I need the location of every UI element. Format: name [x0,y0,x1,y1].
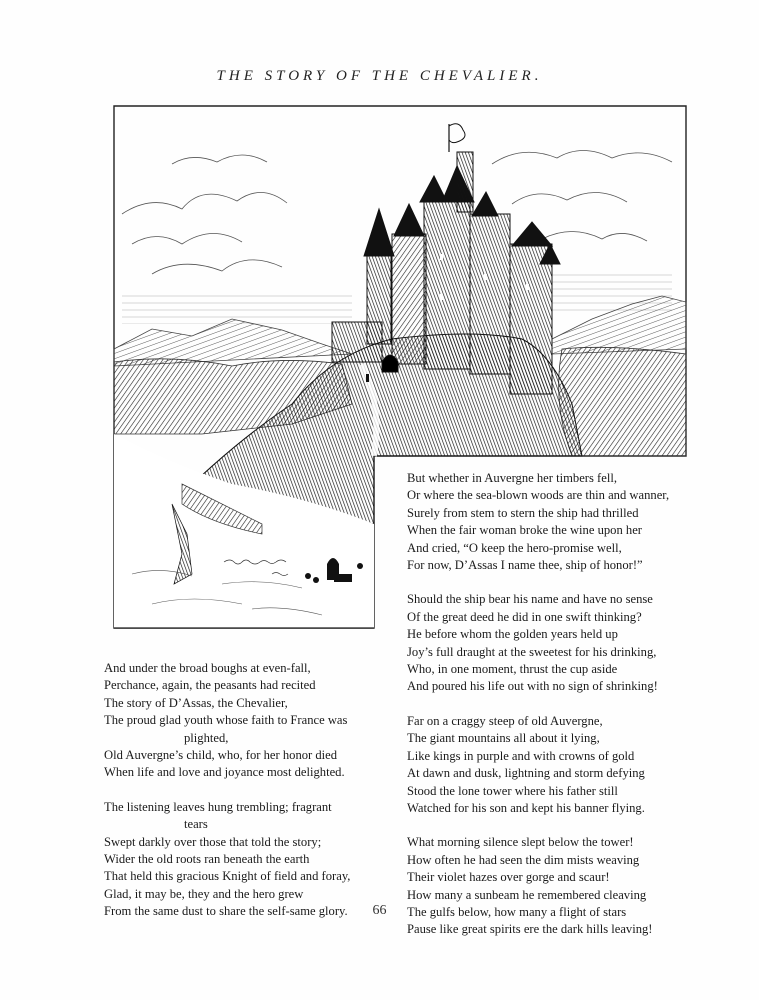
stanza [104,660,394,782]
verse-line: Who, in one moment, thrust the cup aside [407,662,618,677]
verse-line: Watched for his son and kept his banner flying. [407,800,645,815]
verse-line: And poured his life out with no sign of shrinking! [407,679,658,694]
verse-line: Wider the old roots ran beneath the earth [104,852,310,867]
verse-line: Surely from stem to stern the ship had thrilled [407,505,639,520]
verse-line: Like kings in purple and with crowns of gold [407,748,635,763]
castle [332,124,560,394]
verse-line: Swept darkly over those that told the story; [104,834,322,849]
verse-line: And cried, “O keep the hero-promise well, [407,540,622,555]
verse-line: The gulfs below, how many a flight of stars [407,904,627,919]
verse-line: Or where the sea-blown woods are thin and wanner, [407,488,670,503]
stanza [407,470,707,574]
verse-line: Joy’s full draught at the sweetest for his drinking, [407,644,657,659]
stanza [407,713,707,817]
verse-line: How often he had seen the dim mists weaving [407,852,640,867]
verse-line: Their violet hazes over gorge and scaur! [407,870,610,885]
verse-line: And under the broad boughs at even-fall, [104,661,311,675]
stanza [407,591,707,695]
verse-line: That held this gracious Knight of field and foray, [104,869,351,884]
verse-line: Perchance, again, the peasants had recited [104,678,316,693]
verse-line: The story of D’Assas, the Chevalier, [104,695,288,710]
verse-line: Stood the lone tower where his father still [407,783,618,798]
verse-line-continuation: plighted, [184,730,229,745]
verse-line: The giant mountains all about it lying, [407,731,600,746]
verse-line: When the fair woman broke the wine upon her [407,523,643,538]
verse-line: The listening leaves hung trembling; fragrant [104,799,332,814]
page-number: 66 [372,903,387,918]
stanza [407,834,707,938]
verse-line: From the same dust to share the self-same glory. [104,904,348,919]
verse-line: He before whom the golden years held up [407,627,618,642]
verse-line: Of the great deed he did in one swift thinking? [407,609,642,624]
verse-line: For now, D’Assas I name thee, ship of honor!” [407,558,643,573]
verse-line: What morning silence slept below the tower! [407,835,634,850]
verse-line: Old Auvergne’s child, who, for her honor died [104,748,338,763]
right-column [407,470,707,956]
verse-line: At dawn and dusk, lightning and storm defying [407,766,645,781]
verse-line: Far on a craggy steep of old Auvergne, [407,713,603,728]
verse-line: Pause like great spirits ere the dark hills leaving! [407,922,653,937]
verse-line: The proud glad youth whose faith to France was [104,713,348,728]
verse-line: But whether in Auvergne her timbers fell, [407,471,617,485]
verse-line: When life and love and joyance most delighted. [104,765,345,780]
verse-line: Glad, it may be, they and the hero grew [104,886,304,901]
left-column [104,660,394,938]
verse-line: How many a sunbeam he remembered cleaving [407,887,647,902]
verse-line: Should the ship bear his name and have no sense [407,592,653,607]
running-head: THE STORY OF THE CHEVALIER. [216,68,543,84]
verse-line-continuation: tears [184,817,208,832]
